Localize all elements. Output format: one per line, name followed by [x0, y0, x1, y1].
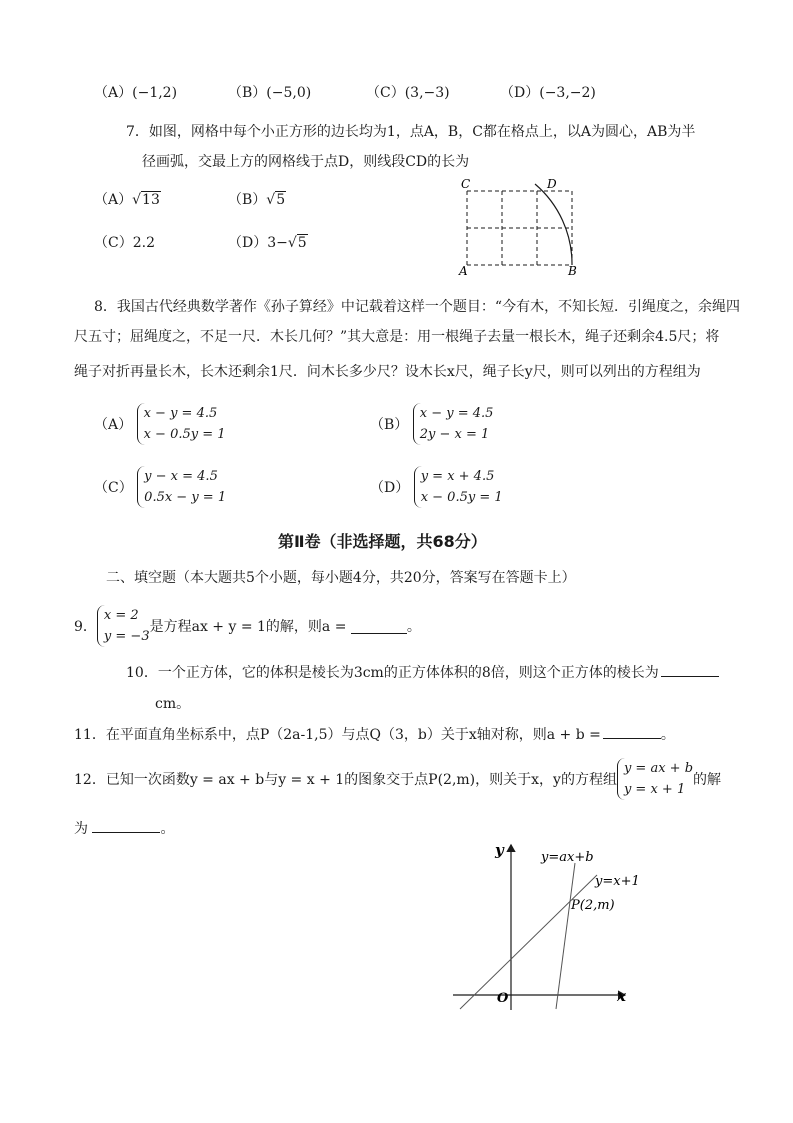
q10-line2: cm。	[155, 696, 191, 712]
q12-line1: 12．已知一次函数y = ax + b与y = x + 1的图象交于点P(2,m)，则关于x，y的方程组 y = ax + b y = x + 1 的解	[74, 758, 721, 800]
q7-grid-figure	[455, 176, 585, 278]
q10-answer-blank[interactable]	[661, 662, 719, 677]
line-y-ax-plus-b	[556, 863, 575, 1009]
q6-option-c: （C）(3,−3)	[366, 85, 450, 101]
q6-option-a: （A）(−1,2)	[94, 85, 178, 101]
label-b: B	[568, 264, 577, 278]
label-a: A	[459, 264, 468, 278]
y-axis-label: y	[495, 841, 504, 859]
label-c: C	[461, 177, 471, 191]
q9: 9． x = 2 y = −3 是方程ax + y = 1的解，则a = 。	[74, 605, 421, 647]
section-title: 第Ⅱ卷（非选择题，共68分）	[278, 532, 487, 551]
q8-stem-line3: 绳子对折再量长木，长木还剩余1尺．问木长多少尺？设木长x尺，绳子长y尺，则可以列出的方程组为	[74, 364, 701, 380]
label-d: D	[547, 177, 557, 191]
q9-answer-blank[interactable]	[351, 619, 407, 634]
q7-option-c: （C）2.2	[94, 235, 155, 251]
q7-option-a: （A）√13	[94, 192, 160, 208]
q12-graph	[445, 835, 640, 1015]
q8-stem-line2: 尺五寸；屈绳度之，不足一尺．木长几何？”其大意是：用一根绳子去量一根长木，绳子还剩余4.5尺；将	[74, 329, 720, 345]
q8-option-c: （C） y − x = 4.5 0.5x − y = 1	[94, 466, 226, 508]
q6-option-b: （B）(−5,0)	[228, 85, 312, 101]
section-instructions: 二、填空题（本大题共5个小题，每小题4分，共20分，答案写在答题卡上）	[106, 570, 576, 586]
q7-stem-line2: 径画弧，交最上方的网格线于点D，则线段CD的长为	[142, 154, 470, 170]
q11: 11．在平面直角坐标系中，点P（2a-1,5）与点Q（3，b）关于x轴对称，则a + b = 。	[74, 724, 675, 744]
label-line-x-1: y=x+1	[595, 874, 640, 889]
q8-option-b: （B） x − y = 4.5 2y − x = 1	[370, 403, 493, 445]
q8-option-d: （D） y = x + 4.5 x − 0.5y = 1	[370, 466, 503, 508]
line-y-x-plus-1	[460, 875, 597, 1009]
q8-stem-line1: 8．我国古代经典数学著作《孙子算经》中记载着这样一个题目：“今有木，不知长短．引绳度之，余绳四	[94, 299, 741, 315]
q8-option-a: （A） x − y = 4.5 x − 0.5y = 1	[94, 403, 226, 445]
q12-answer-blank[interactable]	[92, 818, 160, 833]
origin-label: O	[497, 991, 509, 1006]
q11-answer-blank[interactable]	[603, 724, 661, 739]
label-point-p: P(2,m)	[571, 898, 615, 913]
label-line-ax-b: y=ax+b	[541, 850, 594, 865]
q12-line2: 为 。	[74, 818, 174, 838]
x-axis-label: x	[617, 987, 626, 1005]
arc	[535, 184, 572, 265]
q6-option-d: （D）(−3,−2)	[500, 85, 596, 101]
q7-option-d: （D）3−√5	[228, 235, 307, 251]
q7-stem-line1: 7．如图，网格中每个小正方形的边长均为1，点A，B，C都在格点上，以A为圆心，AB为半	[126, 124, 696, 140]
q7-option-b: （B）√5	[228, 192, 286, 208]
q10-line1: 10．一个正方体，它的体积是棱长为3cm的正方体体积的8倍，则这个正方体的棱长为	[126, 662, 719, 682]
